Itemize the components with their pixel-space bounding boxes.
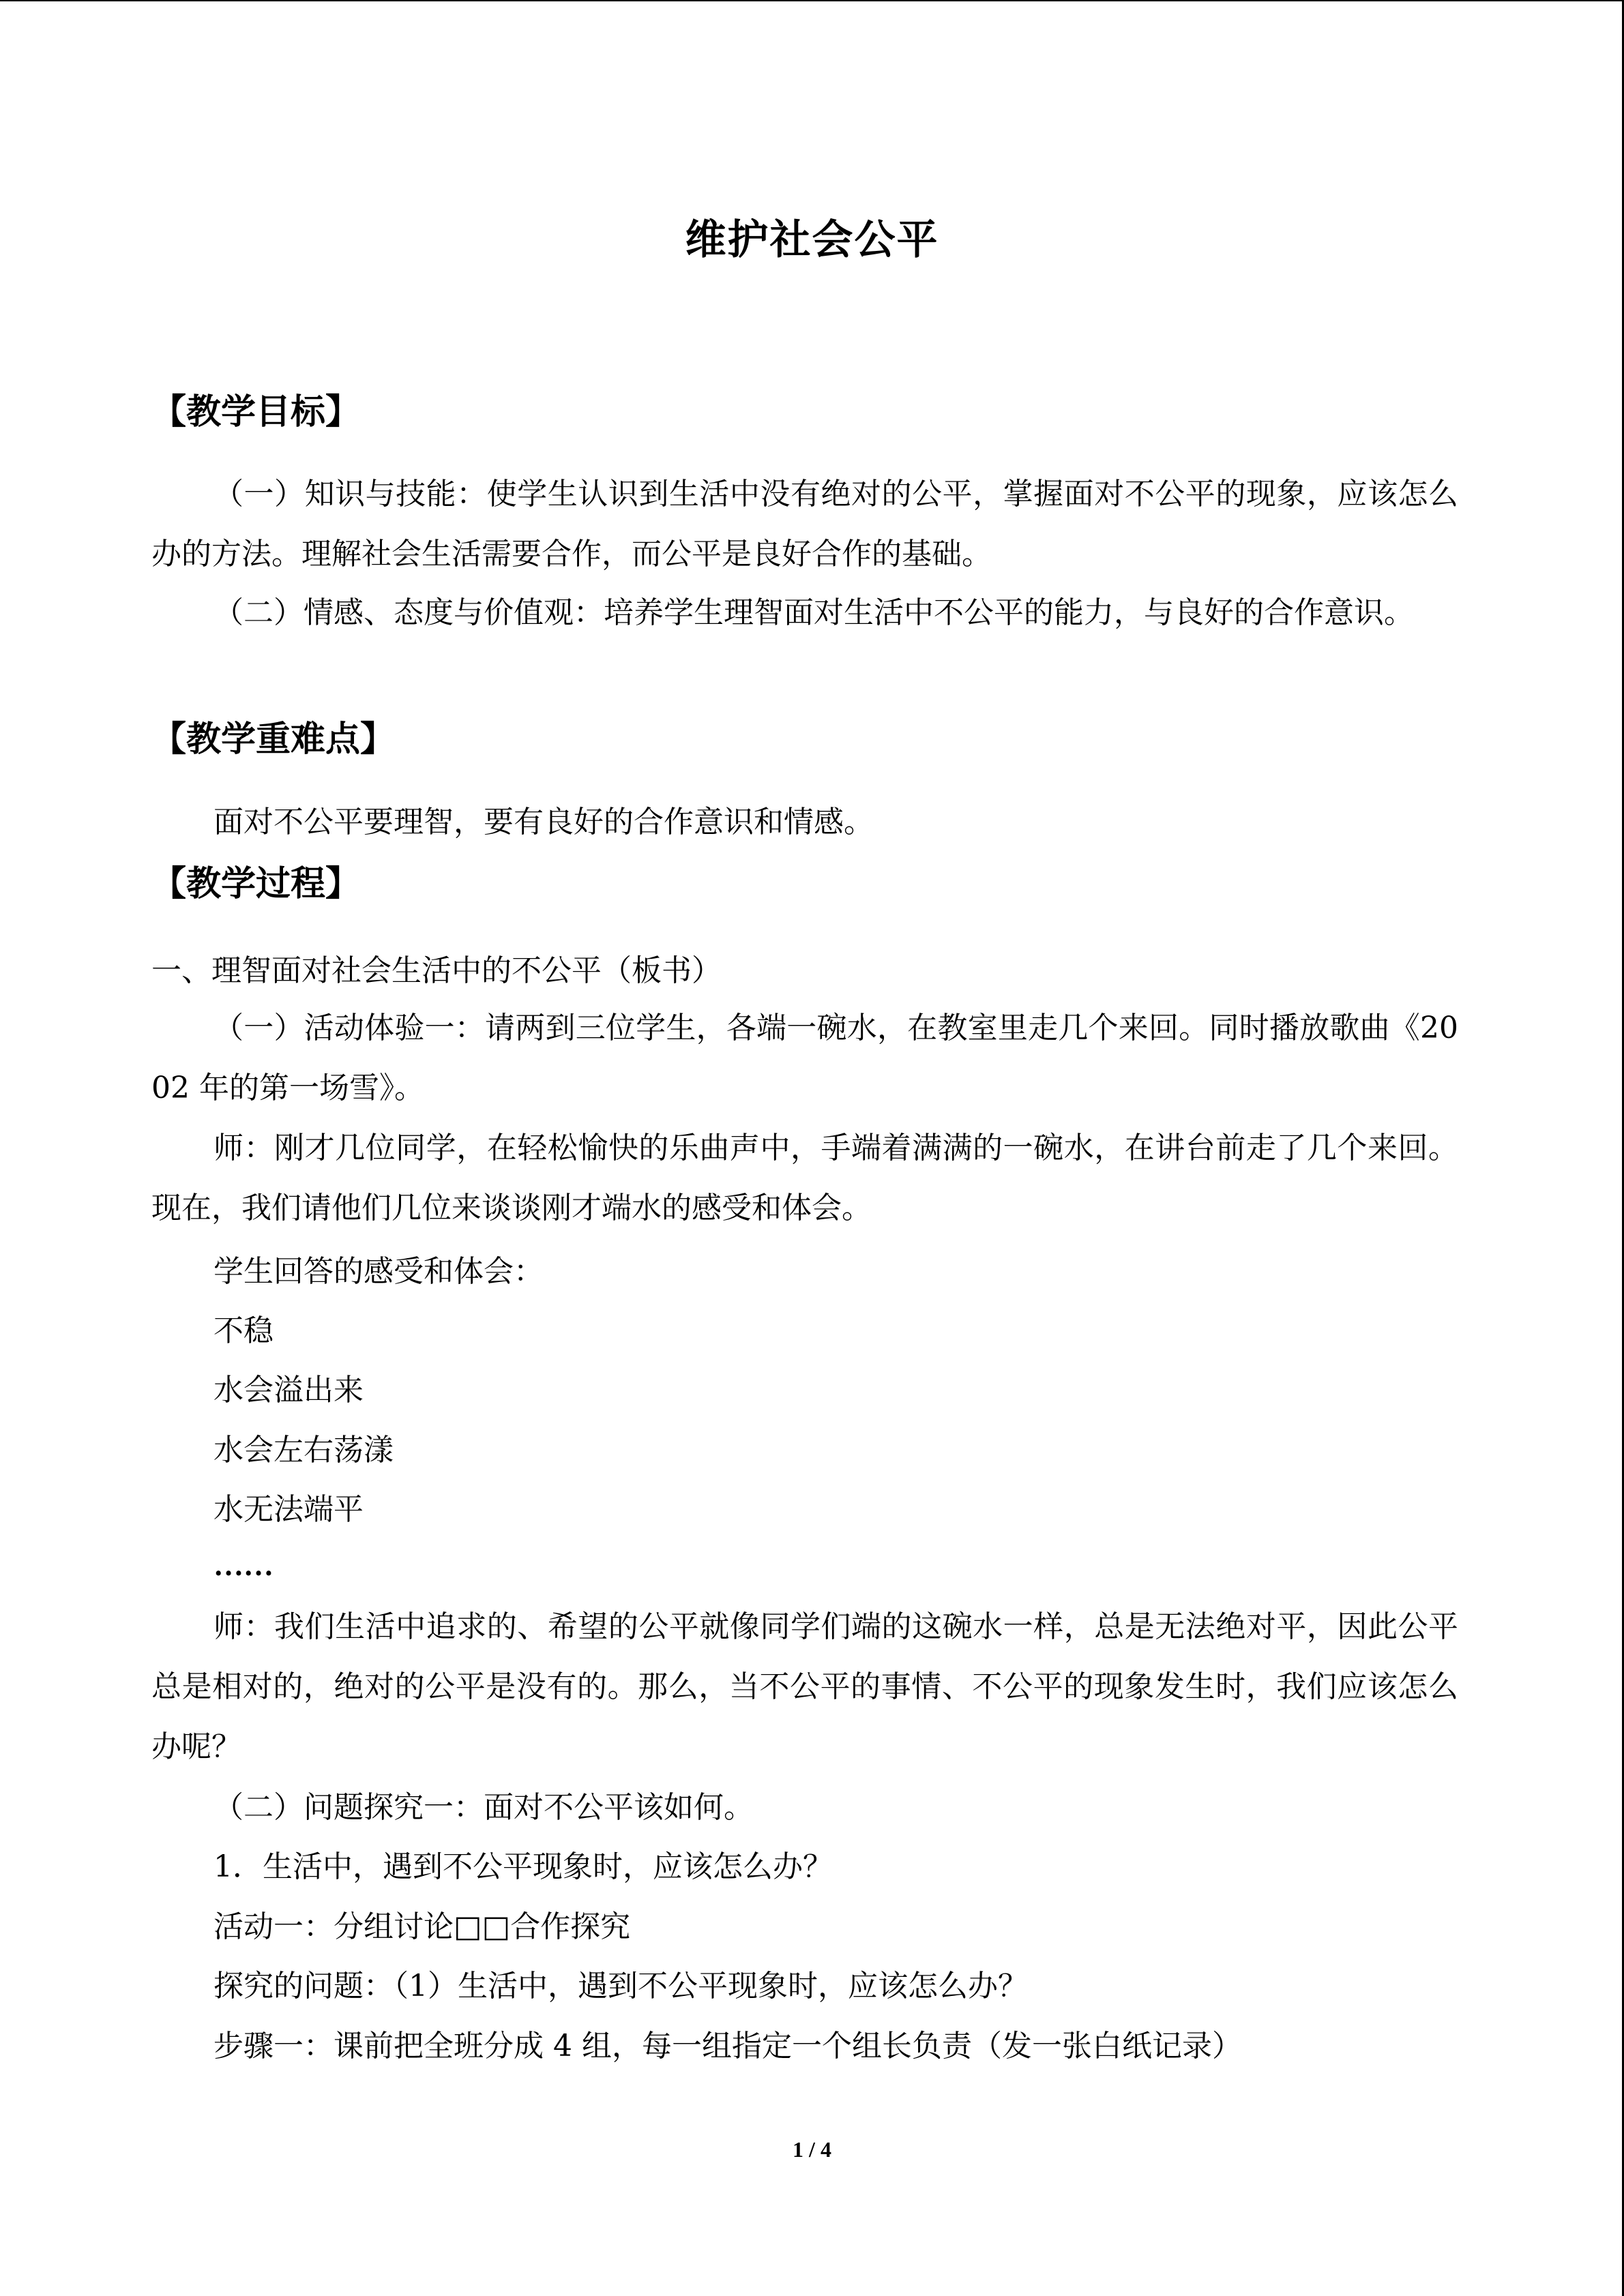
answer-item: 不稳 xyxy=(213,1313,274,1348)
activity-one: 活动一：分组讨论□□合作探究 xyxy=(213,1909,631,1944)
document-title: 维护社会公平 xyxy=(685,216,939,264)
answer-item: 水会左右荡漾 xyxy=(213,1433,394,1467)
heading-objectives: 【教学目标】 xyxy=(151,392,361,432)
part1-title: 一、理智面对社会生活中的不公平（板书） xyxy=(151,953,722,988)
heading-key-points: 【教学重难点】 xyxy=(151,719,396,760)
teacher-remark-2: 师：我们生活中追求的、希望的公平就像同学们端的这碗水一样，总是无法绝对平，因此公平总是相对的，绝对的公平是没有的。那么，当不公平的事情、不公平的现象发生时，我们应该怎么办呢？ xyxy=(151,1609,1458,1764)
objectives-paragraph-1: （一）知识与技能：使学生认识到生活中没有绝对的公平，掌握面对不公平的现象，应该怎么办的方法。理解社会生活需要合作，而公平是良好合作的基础。 xyxy=(151,477,1458,571)
key-points-text: 面对不公平要理智，要有良好的合作意识和情感。 xyxy=(213,805,874,839)
page-indicator: 1 / 4 xyxy=(793,2137,831,2162)
ellipsis: …… xyxy=(213,1549,274,1582)
teacher-remark-1: 师：刚才几位同学，在轻松愉快的乐曲声中，手端着满满的一碗水，在讲台前走了几个来回。现在，我们请他们几位来谈谈刚才端水的感受和体会。 xyxy=(151,1131,1458,1225)
activity-experience-1: （一）活动体验一：请两到三位学生，各端一碗水，在教室里走几个来回。同时播放歌曲《2002 年的第一场雪》。 xyxy=(151,1011,1458,1105)
objectives-paragraph-2: （二）情感、态度与价值观：培养学生理智面对生活中不公平的能力，与良好的合作意识。 xyxy=(213,595,1414,630)
step-one: 步骤一：课前把全班分成 4 组，每一组指定一个组长负责（发一张白纸记录） xyxy=(213,2029,1242,2063)
heading-process: 【教学过程】 xyxy=(151,864,361,904)
answers-intro: 学生回答的感受和体会： xyxy=(213,1254,544,1289)
inquiry-question-line: 探究的问题：（1）生活中，遇到不公平现象时，应该怎么办？ xyxy=(213,1969,1028,2003)
answer-item: 水会溢出来 xyxy=(213,1373,364,1407)
question-1: 1．生活中，遇到不公平现象时，应该怎么办？ xyxy=(213,1849,833,1884)
inquiry-1-title: （二）问题探究一：面对不公平该如何。 xyxy=(213,1790,754,1825)
answer-item: 水无法端平 xyxy=(213,1492,364,1527)
